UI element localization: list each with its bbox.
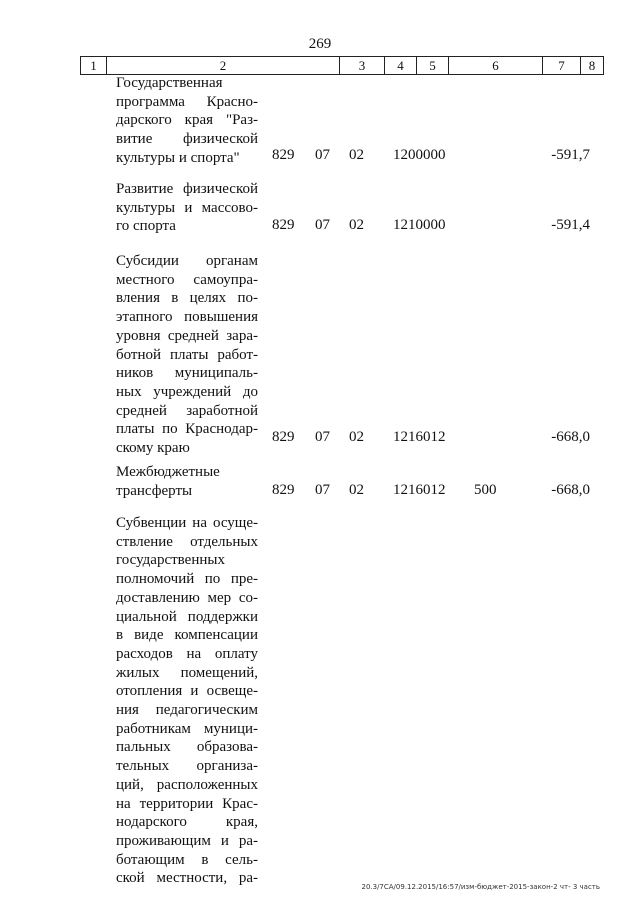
description-line: в виде компенсации <box>116 627 258 644</box>
description-line: жилых помещений, <box>116 664 258 681</box>
document-footer: 20.3/7СА/09.12.2015/16:57/изм-бюджет-2015-закон-2 чт- 3 часть <box>361 883 600 891</box>
page-number: 269 <box>308 36 332 52</box>
description-line: доставлению мер со- <box>116 589 258 606</box>
column-header-1: 1 <box>80 57 106 74</box>
cell-amount: -668,0 <box>551 429 590 445</box>
column-header-row <box>80 56 604 75</box>
row-description <box>116 180 258 236</box>
description-line: ботной платы работ- <box>116 346 258 363</box>
cell-code-4: 07 <box>315 429 330 445</box>
cell-code-6: 1216012 <box>393 429 446 445</box>
cell-code-5: 02 <box>349 147 364 163</box>
column-header-8: 8 <box>580 57 604 74</box>
description-line: работникам муници- <box>116 720 258 737</box>
description-line: ных учреждений до <box>116 383 258 400</box>
row-description <box>116 74 258 168</box>
description-line: ния педагогическим <box>116 702 258 719</box>
row-description <box>116 514 258 888</box>
description-line: этапного повышения <box>116 309 258 326</box>
description-line: ской местности, ра- <box>116 870 258 887</box>
description-line: скому краю <box>116 440 190 457</box>
cell-amount: -668,0 <box>551 482 590 498</box>
description-line: государственных <box>116 552 225 569</box>
cell-code-4: 07 <box>315 147 330 163</box>
description-line: полномочий по пре- <box>116 571 258 588</box>
description-line: дарского края "Раз- <box>116 112 258 129</box>
cell-code-4: 07 <box>315 482 330 498</box>
description-line: витие физической <box>116 131 258 148</box>
description-line: Субвенции на осуще- <box>116 515 258 531</box>
cell-code-7: 500 <box>474 482 497 498</box>
description-line: культуры и массово- <box>116 199 258 216</box>
description-line: пальных образова- <box>116 739 258 756</box>
description-line: Развитие физической <box>116 181 258 197</box>
description-line: проживающим и ра- <box>116 832 258 849</box>
description-line: тельных организа- <box>116 758 258 775</box>
cell-amount: -591,7 <box>551 147 590 163</box>
cell-code-3: 829 <box>272 217 295 233</box>
cell-code-3: 829 <box>272 147 295 163</box>
cell-code-6: 1216012 <box>393 482 446 498</box>
description-line: программа Красно- <box>116 93 258 110</box>
row-description <box>116 463 258 500</box>
cell-code-4: 07 <box>315 217 330 233</box>
column-header-5: 5 <box>416 57 448 74</box>
description-line: вления в целях по- <box>116 290 258 307</box>
description-line: ствление отдельных <box>116 533 258 550</box>
description-line: ников муниципаль- <box>116 365 258 382</box>
description-line: ций, расположенных <box>116 776 258 793</box>
description-line: уровня средней зара- <box>116 327 258 344</box>
cell-code-5: 02 <box>349 217 364 233</box>
description-line: нодарского края, <box>116 814 258 831</box>
column-header-7: 7 <box>542 57 580 74</box>
description-line: го спорта <box>116 218 176 235</box>
cell-code-5: 02 <box>349 429 364 445</box>
description-line: местного самоупра- <box>116 271 258 288</box>
description-line: циальной поддержки <box>116 608 258 625</box>
description-line: отопления и освеще- <box>116 683 258 700</box>
cell-code-3: 829 <box>272 429 295 445</box>
description-line: Государственная <box>116 75 223 91</box>
description-line: на территории Крас- <box>116 795 258 812</box>
cell-code-5: 02 <box>349 482 364 498</box>
description-line: расходов на оплату <box>116 645 258 662</box>
cell-code-6: 1200000 <box>393 147 446 163</box>
cell-amount: -591,4 <box>551 217 590 233</box>
description-line: Субсидии органам <box>116 253 258 269</box>
description-line: Межбюджетные <box>116 464 220 480</box>
cell-code-3: 829 <box>272 482 295 498</box>
description-line: средней заработной <box>116 402 258 419</box>
column-header-2: 2 <box>106 57 339 74</box>
column-header-3: 3 <box>339 57 384 74</box>
description-line: платы по Краснодар- <box>116 421 258 438</box>
description-line: культуры и спорта" <box>116 149 240 166</box>
column-header-6: 6 <box>448 57 542 74</box>
column-header-4: 4 <box>384 57 416 74</box>
row-description <box>116 252 258 458</box>
description-line: ботающим в сель- <box>116 851 258 868</box>
description-line: трансферты <box>116 482 193 499</box>
cell-code-6: 1210000 <box>393 217 446 233</box>
